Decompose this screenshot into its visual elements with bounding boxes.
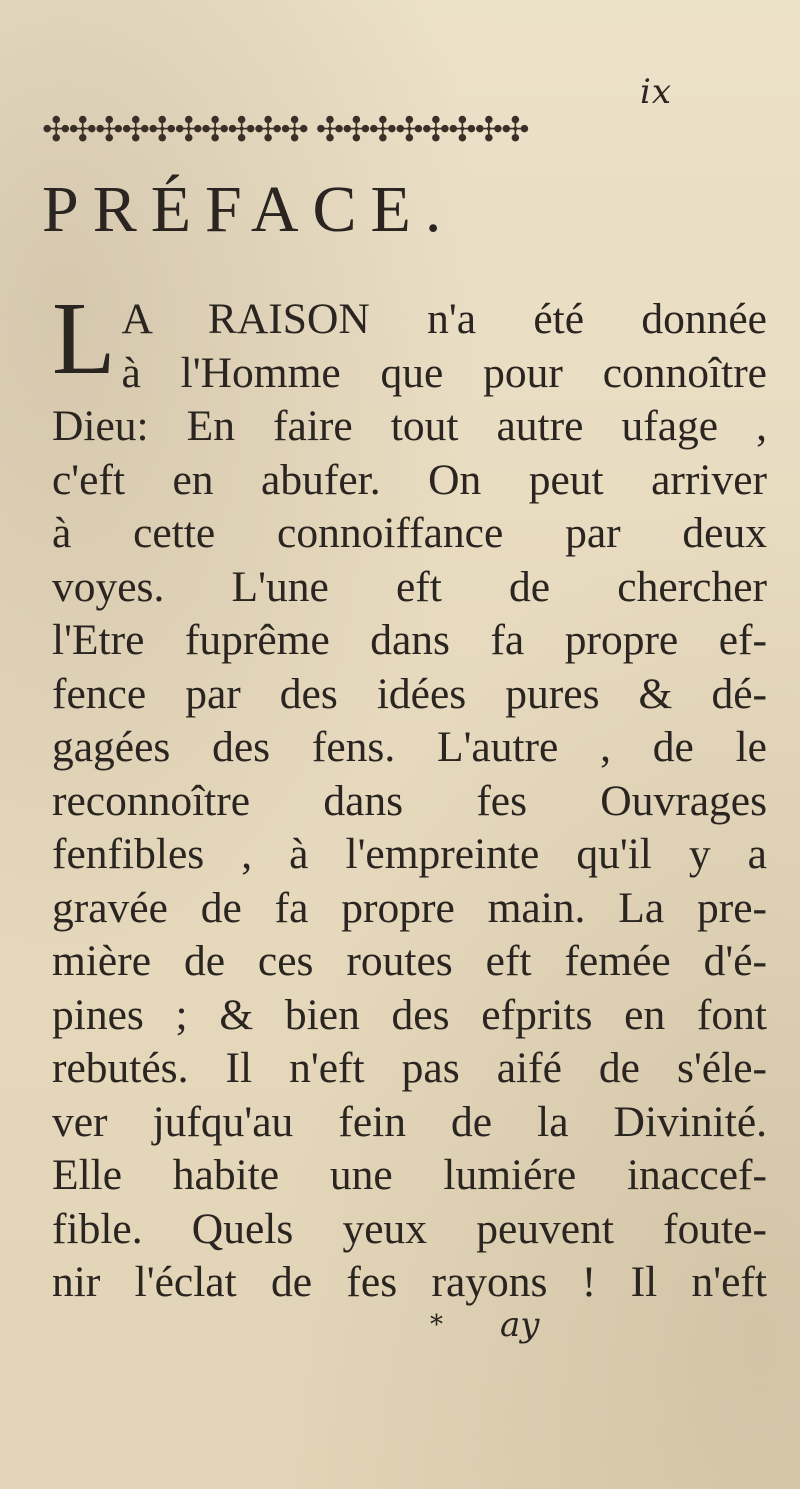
header-ornament: ✣✣✣✣✣✣✣✣✣✣ ✣✣✣✣✣✣✣✣	[42, 110, 528, 150]
text-line: voyes. L'une eft de chercher	[52, 562, 767, 611]
text-line: mière de ces routes eft femée d'é-	[52, 937, 767, 985]
text-line: à cette connoiffance par deux	[52, 509, 767, 557]
catchword: ay	[500, 1305, 540, 1345]
body-text	[52, 281, 767, 1310]
text-line: pines ; & bien des efprits en font	[52, 990, 767, 1039]
text-line: Dieu: En faire tout autre ufage ,	[52, 402, 767, 450]
text-line: ver jufqu'au fein de la Divinité.	[52, 1097, 767, 1146]
text-line: fible. Quels yeux peuvent foute-	[52, 1204, 767, 1253]
text-line: à l'Homme que pour connoître	[121, 348, 767, 397]
text-line: Elle habite une lumiére inaccef-	[52, 1151, 767, 1199]
text-line: fence par des idées pures & dé-	[52, 669, 767, 718]
text-line: gagées des fens. L'autre , de le	[52, 723, 767, 771]
first-paragraph-start	[52, 281, 767, 400]
signature-mark: *	[430, 1310, 443, 1340]
drop-cap: L	[52, 281, 116, 396]
text-line: rebutés. Il n'eft pas aifé de s'éle-	[52, 1044, 767, 1092]
page-number: ix	[640, 72, 673, 112]
text-line: fenfibles , à l'empreinte qu'il y a	[52, 830, 767, 878]
text-line: reconnoître dans fes Ouvrages	[52, 776, 767, 825]
text-line: A RAISON n'a été donnée	[121, 295, 767, 343]
text-line: l'Etre fuprême dans fa propre ef-	[52, 616, 767, 664]
page-title: PRÉFACE.	[42, 173, 456, 246]
text-line: c'eft en abufer. On peut arriver	[52, 455, 767, 504]
text-line: gravée de fa propre main. La pre-	[52, 883, 767, 932]
text-line: nir l'éclat de fes rayons ! Il n'eft	[52, 1258, 767, 1306]
